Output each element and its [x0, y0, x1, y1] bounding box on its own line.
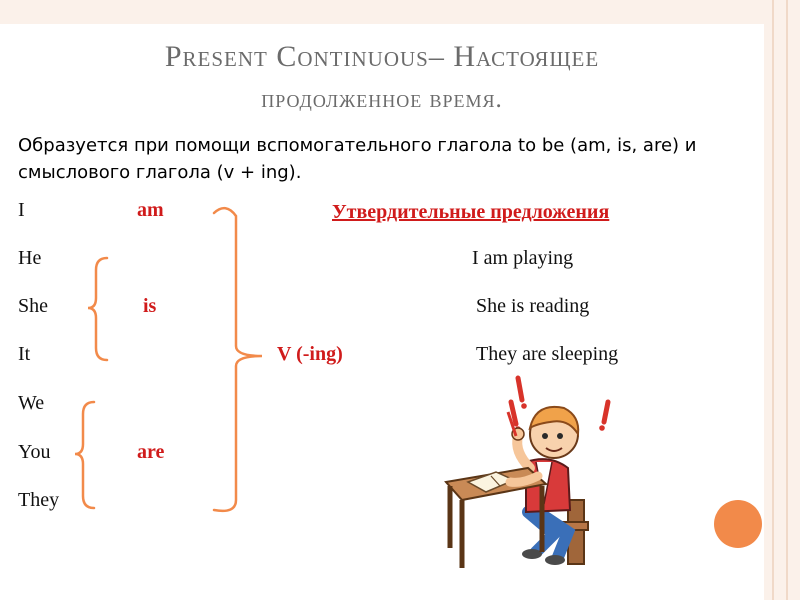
intro-text: Образуется при помощи вспомогательного глагола to be (am, is, are) и смыслового глагола (v + ing).	[18, 135, 697, 183]
example-sentence: They are sleeping	[476, 343, 619, 365]
orange-decorative-dot	[714, 500, 762, 548]
pronoun-we: We	[18, 392, 45, 414]
slide-subtitle: продолженное время.	[261, 86, 503, 113]
brace-he-she-it	[88, 258, 107, 360]
aux-is: is	[143, 295, 157, 317]
example-sentence: I am playing	[472, 247, 574, 269]
aux-am: am	[137, 199, 164, 221]
brace-big	[214, 208, 262, 511]
pronoun-i: I	[18, 199, 25, 221]
verb-form: V (-ing)	[277, 343, 343, 365]
pronoun-it: It	[18, 343, 31, 365]
slide-title: Present Continuous– Настоящее	[164, 40, 600, 73]
boy-reading-illustration	[418, 372, 618, 572]
pronoun-he: He	[18, 247, 42, 269]
affirmative-heading: Утвердительные предложения	[332, 201, 610, 223]
pronoun-she: She	[18, 295, 48, 317]
aux-are: are	[137, 441, 165, 463]
brace-we-you-they	[75, 402, 94, 508]
pronoun-you: You	[18, 441, 51, 463]
pronoun-they: They	[18, 489, 60, 511]
example-sentence: She is reading	[476, 295, 590, 317]
